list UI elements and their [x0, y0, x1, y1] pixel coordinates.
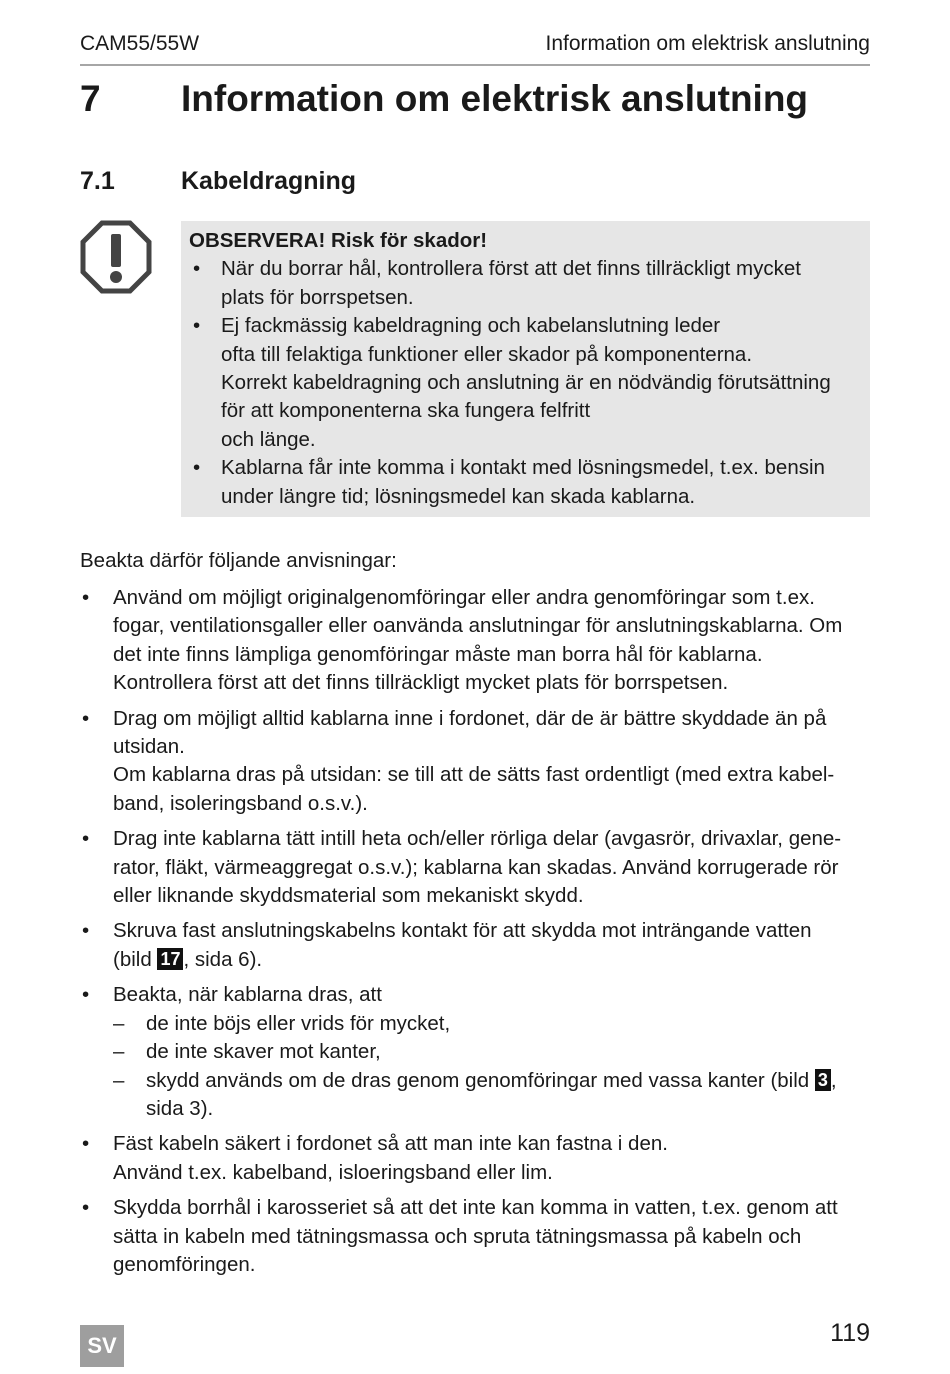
list-item: • Skydda borrhål i karosseriet så att det inte kan komma in vatten, t.ex. genom att sätta in kabeln med tätningsmassa och spruta tätningsmassa på kabeln och genomföringen. [80, 1194, 872, 1279]
notice-item: • När du borrar hål, kontrollera först att det finns tillräckligt mycket plats för borrspetsen. [189, 255, 860, 312]
chapter-title: Information om elektrisk anslutning [181, 78, 809, 119]
chapter-heading [80, 78, 808, 120]
header-chapter-title: Information om elektrisk anslutning [545, 32, 870, 55]
chapter-number: 7 [80, 78, 101, 119]
notice-title: OBSERVERA! Risk för skador! [189, 229, 488, 252]
exclamation-octagon-icon [80, 220, 152, 294]
notice-list [189, 255, 860, 511]
notice-item: • Kablarna får inte komma i kontakt med lösningsmedel, t.ex. bensin under längre tid; lösningsmedel kan skada kablarna. [189, 454, 860, 511]
list-item: • Skruva fast anslutningskabelns kontakt för att skydda mot inträngande vatten (bild 17 , sida 6). [80, 917, 872, 974]
section-title: Kabeldragning [181, 167, 357, 195]
list-item: • Fäst kabeln säkert i fordonet så att man inte kan fastna i den. Använd t.ex. kabelband, isloeringsband eller lim. [80, 1130, 872, 1187]
section-number: 7.1 [80, 167, 115, 195]
lead-text: Beakta därför följande anvisningar: [80, 549, 397, 572]
running-header [80, 32, 870, 66]
notice-item: • Ej fackmässig kabeldragning och kabelanslutning leder ofta till felaktiga funktioner eller skador på komponenterna. Korrekt kabeldragning och anslutning är en nödvändig förutsättning för att komponenterna ska fungera felfritt och länge. [189, 312, 860, 454]
header-product: CAM55/55W [80, 32, 200, 55]
list-item: • Drag om möjligt alltid kablarna inne i fordonet, där de är bättre skyddade än på utsidan. Om kablarna dras på utsidan: se till att de sätts fast ordentligt (med extra kabel- band, isoleringsband o.s.v.). [80, 705, 872, 819]
sub-list-item: – de inte skaver mot kanter, [113, 1038, 872, 1066]
list-item: • Beakta, när kablarna dras, att – de inte böjs eller vrids för mycket, – de inte skaver mot kanter, – skydd används om de dras genom genomföringar med vassa kanter (bild 3 , sida 3). [80, 981, 872, 1123]
page-number: 119 [830, 1319, 870, 1347]
sub-list-item: – skydd används om de dras genom genomföringar med vassa kanter (bild 3 , sida 3). [113, 1067, 872, 1124]
list-item: • Drag inte kablarna tätt intill heta och/eller rörliga delar (avgasrör, drivaxlar, gene- rator, fläkt, värmeaggregat o.s.v.); kablarna kan skadas. Använd korrugerade rör eller liknande skyddsmaterial som mekaniskt skydd. [80, 825, 872, 910]
sub-list [113, 1010, 872, 1124]
figure-ref-badge: 17 [157, 948, 183, 970]
section-heading [80, 167, 356, 196]
list-item: • Använd om möjligt originalgenomföringar eller andra genomföringar som t.ex. fogar, ventilationsgaller eller oanvända anslutningar för anslutningskablarna. Om det inte finns lämpliga genomföringar måste man borra hål för kablarna. Kontrollera först att det finns tillräckligt mycket plats för borrspetsen. [80, 584, 872, 698]
sub-list-item: – de inte böjs eller vrids för mycket, [113, 1010, 872, 1038]
figure-ref-badge: 3 [815, 1069, 831, 1091]
warning-notice [181, 221, 870, 517]
instruction-list [80, 584, 872, 1286]
language-tab: SV [80, 1325, 124, 1367]
